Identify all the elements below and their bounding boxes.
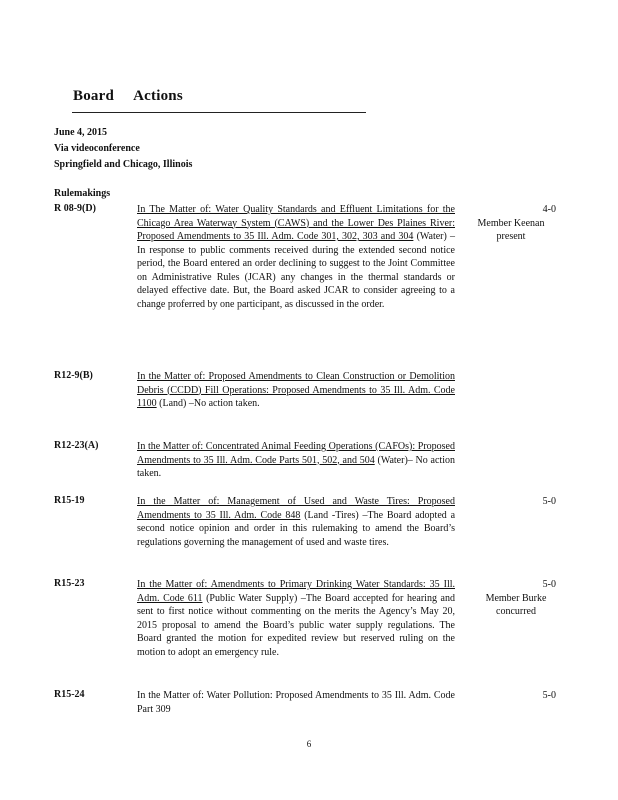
docket-number: R15-19 [54, 495, 85, 506]
vote [466, 203, 556, 244]
entry-description: (Water)– No action taken. [137, 454, 455, 479]
vote-count: 5-0 [542, 496, 556, 507]
docket-number: R12-23(A) [54, 440, 99, 451]
meeting-via: Via videoconference [54, 143, 140, 154]
entry-title: In the Matter of: Amendments to Primary Drinking Water Standards: 35 Ill. Adm. Code 611 [137, 579, 455, 604]
vote [543, 689, 556, 703]
vote-note: Member Keenan present [477, 217, 545, 242]
entry-body [137, 370, 455, 411]
docket-number: R12-9(B) [54, 370, 93, 381]
entry-title: In the Matter of: Management of Used and Waste Tires: Proposed Amendments to 35 Ill. Adm. Code 848 [137, 496, 455, 521]
entry-body [137, 578, 455, 659]
entry-body [137, 440, 455, 481]
entry-title: In the Matter of: Water Pollution: Proposed Amendments to 35 Ill. Adm. Code Part 309 [137, 690, 455, 715]
meeting-info [54, 125, 192, 173]
vote-note: Member Burke concurred [485, 592, 547, 617]
vote [543, 495, 556, 509]
entry-description: (Public Water Supply) –The Board accepted for hearing and sent to first notice without commenting on the merits the Agency’s May 20, 2015 proposal to amend the Board’s public water supply regulations. The Board granted the motion for expedited review but reserved ruling on the motion to adopt an emergency rule. [137, 592, 455, 658]
docket-number: R15-24 [54, 689, 85, 700]
entry-title: In the Matter of: Concentrated Animal Feeding Operations (CAFOs): Proposed Amendments to 35 Ill. Adm. Code Parts 501, 502, and 504 [137, 441, 455, 466]
entry-title: In The Matter of: Water Quality Standards and Effluent Limitations for the Chicago Area Waterway System (CAWS) and the Lower Des Plaines River: Proposed Amendments to 35 Ill. Adm. Code 301, 302, 303 and 304 [137, 204, 455, 242]
meeting-date: June 4, 2015 [54, 127, 108, 138]
entry-body [137, 689, 455, 716]
title-underline [72, 112, 366, 113]
page-title: Board Actions [73, 88, 183, 104]
vote-count: 4-0 [542, 204, 556, 215]
entry-body [137, 495, 455, 549]
docket-number: R 08-9(D) [54, 203, 96, 214]
meeting-location: Springfield and Chicago, Illinois [54, 159, 193, 170]
section-label: Rulemakings [54, 188, 111, 199]
entry-body [137, 203, 455, 311]
vote-count: 5-0 [542, 579, 556, 590]
entry-description: (Land -Tires) –The Board adopted a second notice opinion and order in this rulemaking to amend the Board’s regulations governing the management of used and waste tires. [137, 509, 456, 548]
entry-description: (Water) – In response to public comments received during the extended second notice period, the Board entered an order declining to suggest to the Joint Committee on Administrative Rules (JCAR) any changes in the thermal standards or delayed effective date. But, the Board asked JCAR to consider agreeing to a change proferred by one participant, as discussed in the order. [137, 231, 456, 310]
vote-count: 5-0 [542, 690, 556, 701]
entry-title: In the Matter of: Proposed Amendments to Clean Construction or Demolition Debris (CCDD) Fill Operations: Proposed Amendments to 35 Ill. Adm. Code 1100 [137, 371, 455, 409]
entry-description: (Land) –No action taken. [159, 398, 260, 409]
page-number: 6 [306, 739, 312, 749]
vote [476, 578, 556, 619]
docket-number: R15-23 [54, 578, 85, 589]
